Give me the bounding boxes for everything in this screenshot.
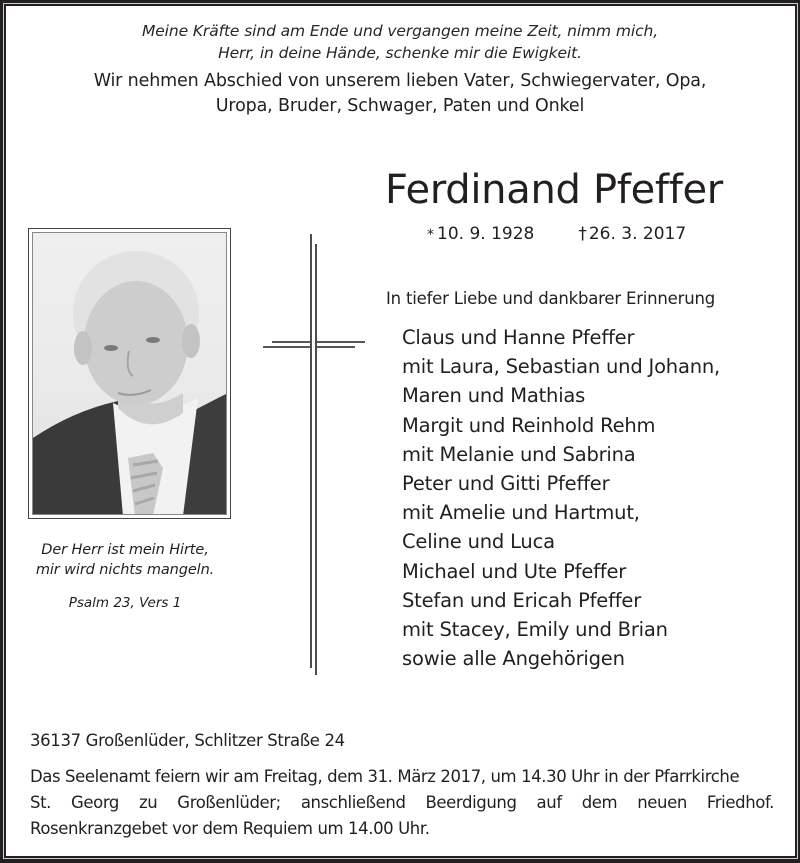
intro-text [0, 69, 800, 119]
portrait-image [33, 233, 227, 515]
service-line: Das Seelenamt feiern wir am Freitag, dem 31. März 2017, um 14.30 Uhr in der Pfarrkirche [30, 767, 740, 786]
mourner-line: Claus und Hanne Pfeffer [402, 326, 635, 349]
psalm-line: Der Herr ist mein Hirte, [41, 542, 209, 558]
mourners-subtitle: In tiefer Liebe und dankbarer Erinnerung [386, 289, 716, 308]
psalm-quote [25, 540, 225, 580]
motto-line: Meine Kräfte sind am Ende und vergangen meine Zeit, nimm mich, [141, 22, 659, 40]
mourner-line: mit Laura, Sebastian und Johann, [402, 355, 721, 379]
mourner-line: Peter und Gitti Pfeffer [402, 472, 610, 496]
mourner-line: sowie alle Angehörigen [402, 647, 625, 671]
motto-line: Herr, in deine Hände, schenke mir die Ewigkeit. [218, 44, 582, 62]
service-line: Rosenkranzgebet vor dem Requiem um 14.00 Uhr. [30, 819, 430, 838]
service-line: St. Georg zu Großenlüder; anschließend Beerdigung auf dem neuen Friedhof. [30, 793, 774, 812]
mourner-line: Maren und Mathias [402, 384, 586, 408]
portrait-photo [32, 232, 227, 515]
mourner-line: Michael und Ute Pfeffer [402, 559, 627, 583]
mourner-line: mit Melanie und Sabrina [402, 442, 636, 466]
birth-star-icon: * [427, 227, 434, 243]
psalm-line: mir wird nichts mangeln. [35, 562, 215, 578]
mourner-line: Stefan und Ericah Pfeffer [402, 588, 642, 612]
cross-icon [255, 230, 365, 704]
psalm-reference: Psalm 23, Vers 1 [68, 595, 182, 611]
portrait-photo-frame [28, 228, 231, 519]
mourner-line: mit Amelie und Hartmut, [402, 501, 640, 525]
mourner-line: Celine und Luca [402, 530, 555, 554]
deceased-name: Ferdinand Pfeffer [385, 167, 723, 213]
mourner-line: mit Stacey, Emily und Brian [402, 618, 668, 642]
death-cross-icon: † [578, 224, 587, 244]
life-dates [427, 222, 686, 247]
birth-date: 10. 9. 1928 [437, 224, 535, 244]
family-address: 36137 Großenlüder, Schlitzer Straße 24 [30, 731, 345, 750]
service-info [30, 764, 774, 842]
intro-line: Wir nehmen Abschied von unserem lieben Vater, Schwiegervater, Opa, [93, 71, 707, 91]
motto-verse [0, 20, 800, 64]
mourners-list [402, 323, 720, 673]
mourner-line: Margit und Reinhold Rehm [402, 413, 656, 437]
intro-line: Uropa, Bruder, Schwager, Paten und Onkel [215, 96, 585, 116]
death-date: 26. 3. 2017 [588, 224, 687, 244]
